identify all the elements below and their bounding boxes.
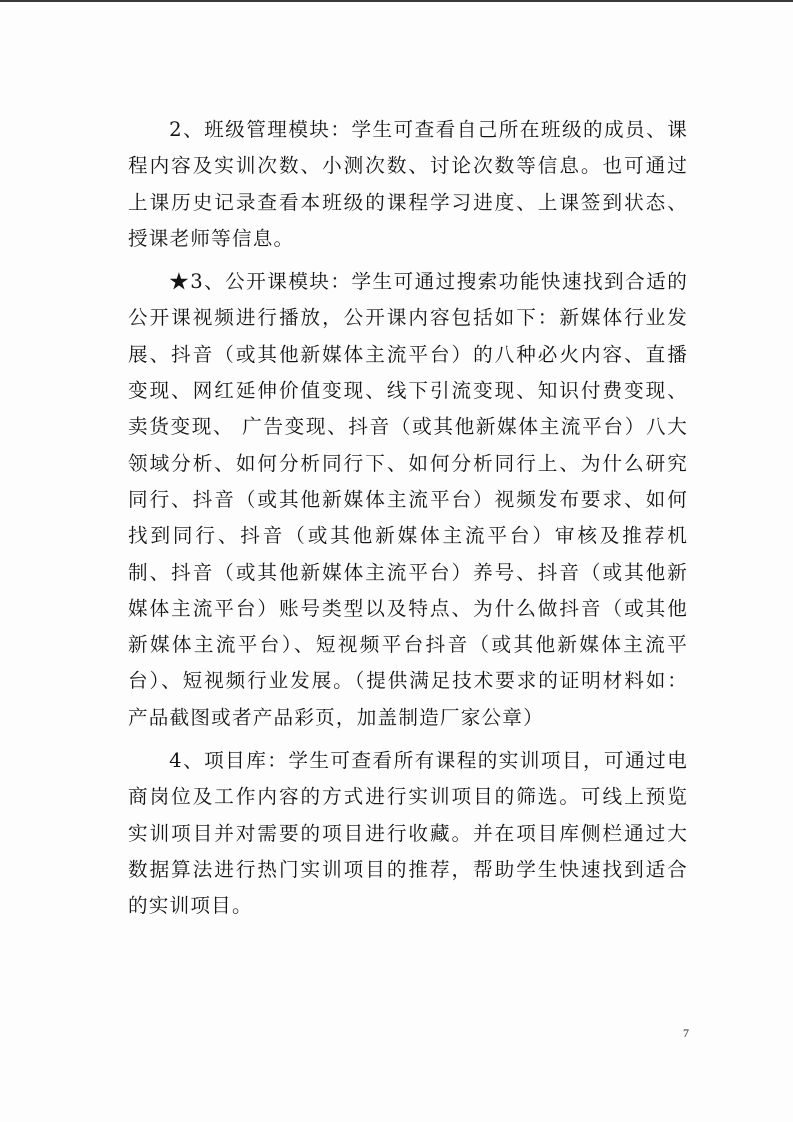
top-border-line — [0, 0, 793, 2]
body-text — [128, 112, 688, 932]
page-number: 7 — [683, 1026, 689, 1040]
paragraph-class-management: 2、班级管理模块：学生可查看自己所在班级的成员、课程内容及实训次数、小测次数、讨论次数等信息。也可通过上课历史记录查看本班级的课程学习进度、上课签到状态、授课老师等信息。 — [128, 118, 688, 250]
paragraph-project-library: 4、项目库：学生可查看所有课程的实训项目，可通过电商岗位及工作内容的方式进行实训项目的筛选。可线上预览实训项目并对需要的项目进行收藏。并在项目库侧栏通过大数据算法进行热门实训项目的推荐，帮助学生快速找到适合的实训项目。 — [128, 749, 688, 918]
paragraph-open-course: ★3、公开课模块：学生可通过搜索功能快速找到合适的公开课视频进行播放，公开课内容包括如下：新媒体行业发展、抖音（或其他新媒体主流平台）的八种必火内容、直播变现、网红延伸价值变现、线下引流变现、知识付费变现、卖货变现、 广告变现、抖音（或其他新媒体主流平台）八大领域分析、如何分析同行下、如何分析同行上、为什么研究同行、抖音（或其他新媒体主流平台）视频发布要求、如何找到同行、抖音（或其他新媒体主流平台）审核及推荐机制、抖音（或其他新媒体主流平台）养号、抖音（或其他新媒体主流平台）账号类型以及特点、为什么做抖音（或其他新媒体主流平台）、短视频平台抖音（或其他新媒体主流平台）、短视频行业发展。（提供满足技术要求的证明材料如：产品截图或者产品彩页，加盖制造厂家公章） — [128, 270, 688, 729]
